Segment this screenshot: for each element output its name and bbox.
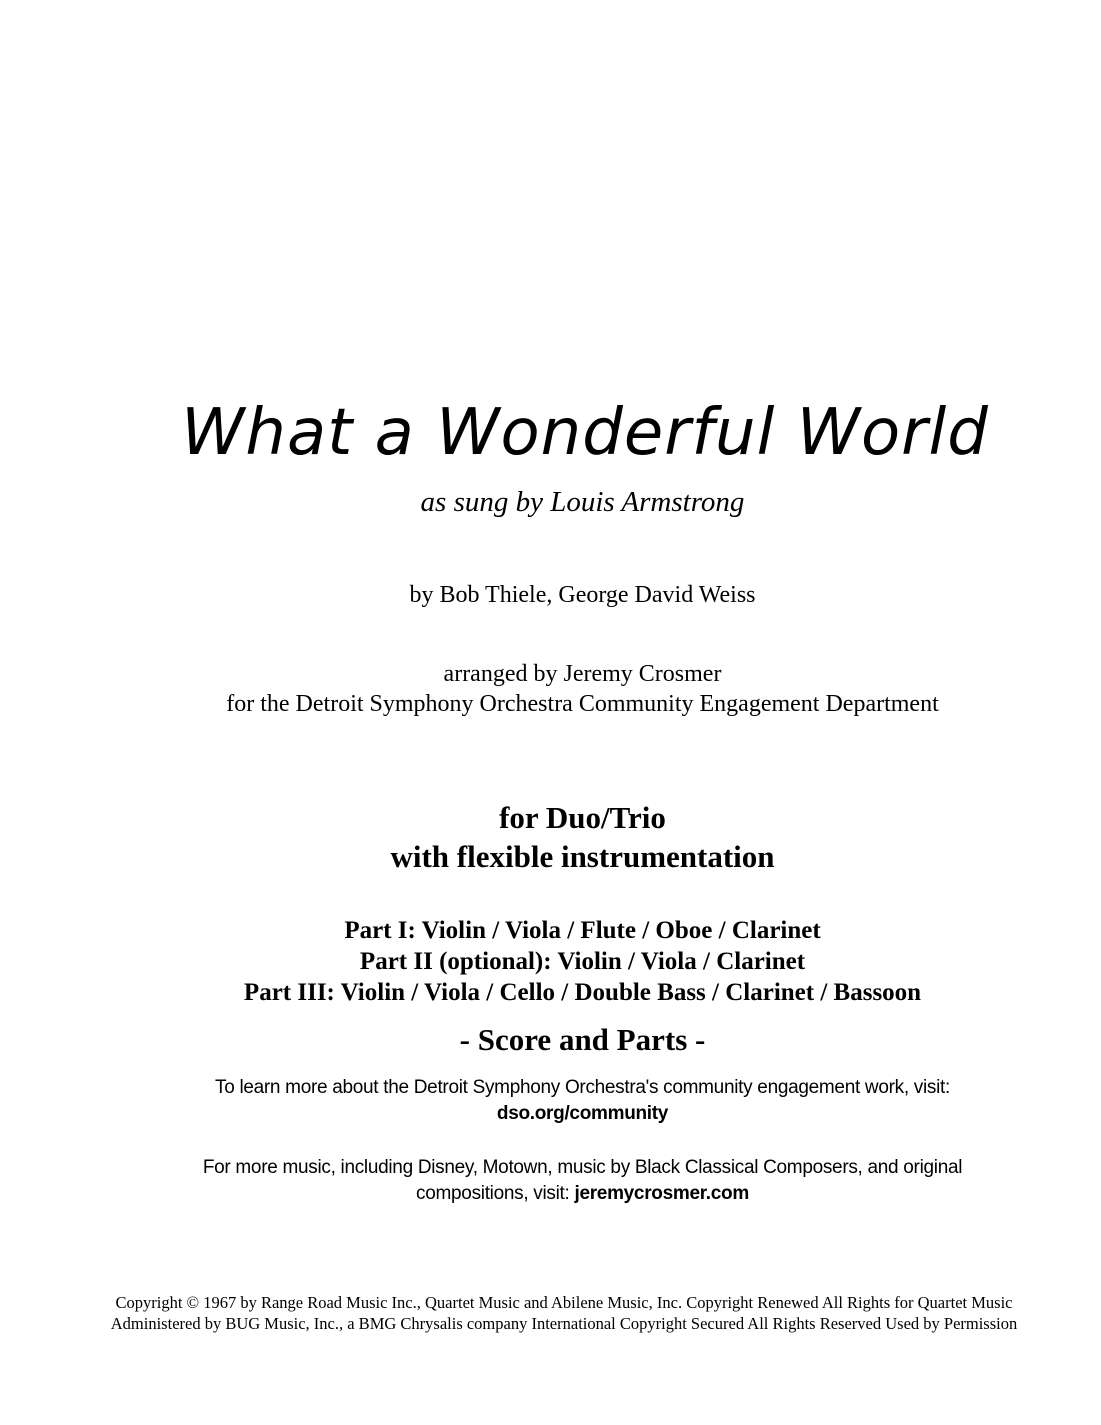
- jeremycrosmer-link-label: jeremycrosmer.com: [574, 1183, 749, 1204]
- more-music-text-2: compositions, visit:: [416, 1183, 575, 1204]
- dso-community-link[interactable]: dso.org/community: [496, 1103, 669, 1124]
- composers-credit: by Bob Thiele, George David Weiss: [409, 582, 756, 608]
- ensemble-line-1: for Duo/Trio: [499, 800, 666, 835]
- part-1-instrumentation: Part I: Violin / Viola / Flute / Oboe / Clarinet: [344, 917, 821, 944]
- piece-title: What a Wonderful World: [181, 396, 989, 470]
- more-music-text: For more music, including Disney, Motown, music by Black Classical Composers, and original: [202, 1157, 963, 1178]
- arranger-organization: for the Detroit Symphony Orchestra Community Engagement Department: [226, 691, 939, 717]
- jeremycrosmer-link[interactable]: [574, 1183, 748, 1204]
- ensemble-line-2: with flexible instrumentation: [390, 839, 775, 874]
- arranger-credit: arranged by Jeremy Crosmer: [443, 661, 722, 687]
- dso-info-text: To learn more about the Detroit Symphony Orchestra's community engagement work, visit:: [215, 1077, 950, 1098]
- performer-subtitle: as sung by Louis Armstrong: [420, 486, 745, 518]
- part-2-instrumentation: Part II (optional): Violin / Viola / Clarinet: [359, 948, 806, 975]
- dso-link-line: [0, 1101, 1101, 1127]
- copyright-notice: Copyright © 1967 by Range Road Music Inc., Quartet Music and Abilene Music, Inc. Copyright Renewed All Rights for Quartet Music Administered by BUG Music, Inc., a BMG Chrysalis company International Copyright Secured All Rights Reserved Used by Permission: [110, 1293, 1018, 1333]
- score-and-parts-heading: - Score and Parts -: [459, 1022, 706, 1057]
- part-3-instrumentation: Part III: Violin / Viola / Cello / Double Bass / Clarinet / Bassoon: [243, 979, 922, 1006]
- more-music-link-line: [0, 1181, 1101, 1207]
